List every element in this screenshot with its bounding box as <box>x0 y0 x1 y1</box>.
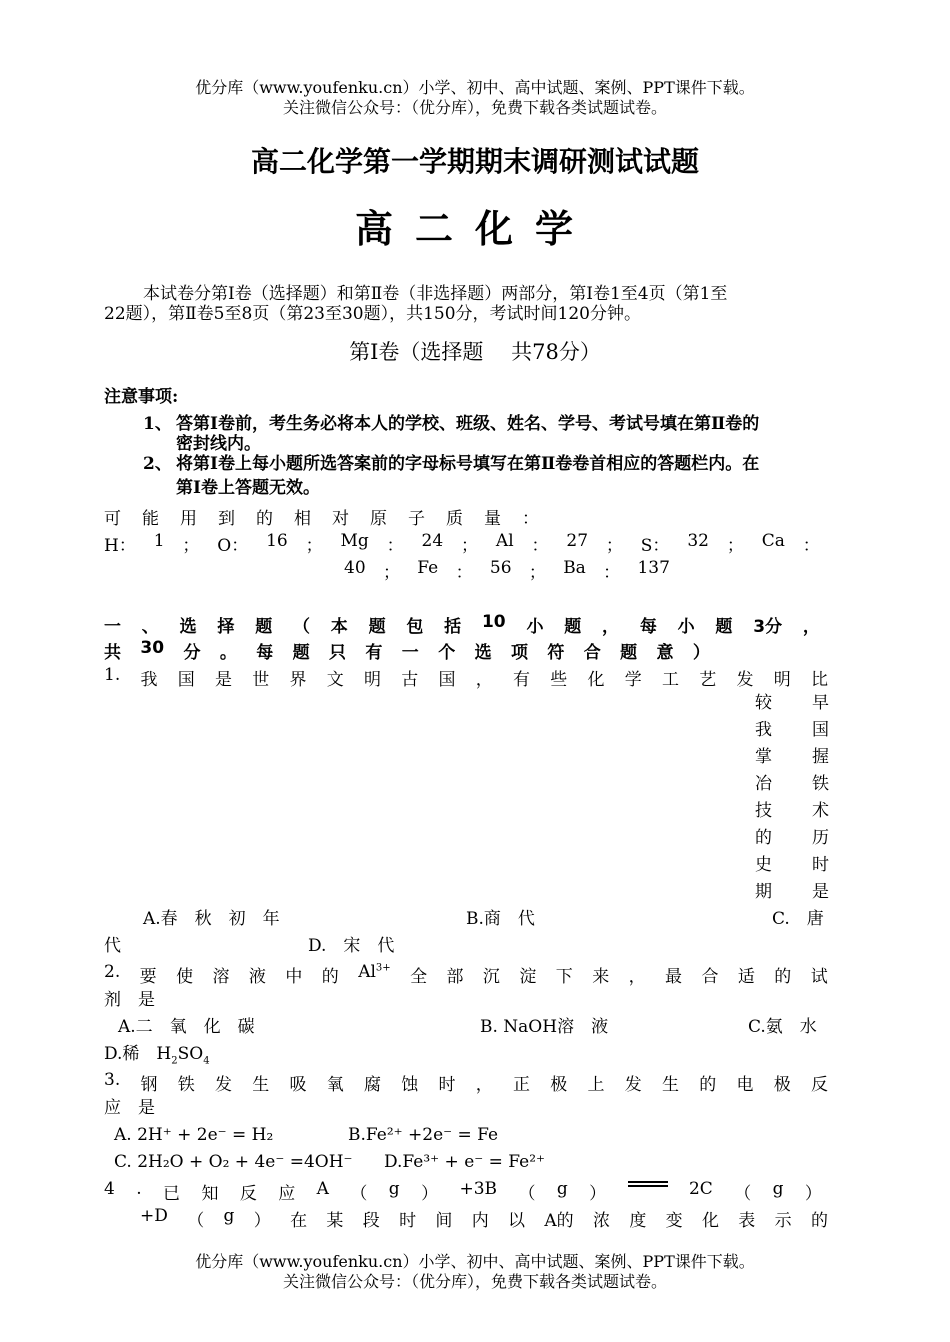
heading-token: 选 <box>474 643 492 663</box>
heading-token: 题 <box>255 617 273 637</box>
section-1-heading-line-2 <box>104 638 710 663</box>
footer-line-2: 关注微信公众号：（优分库），免费下载各类试题试卷。 <box>282 1272 667 1291</box>
q1-token: 工 <box>661 670 679 690</box>
atomic-mass-row-1 <box>104 531 820 556</box>
q1-option-a: A.春 秋 初 年 <box>143 909 280 929</box>
q1-column-row <box>755 798 829 825</box>
heading-token: 3分 <box>753 617 783 637</box>
q2-al-symbol: Al <box>358 962 376 982</box>
q1-column-row <box>755 825 829 852</box>
q2-token: 的 <box>774 967 792 987</box>
q1-token: 国 <box>438 670 456 690</box>
mass-token: 40 <box>344 558 366 578</box>
notice-heading: 注意事项: <box>104 387 179 407</box>
heading-token: 。 <box>219 643 237 663</box>
header-line-2: 关注微信公众号：（优分库），免费下载各类试题试卷。 <box>282 98 667 117</box>
exam-title: 高二化学第一学期期末调研测试试题 <box>250 145 699 178</box>
q2-token: 全 <box>410 967 428 987</box>
q1-col-char: 掌 <box>755 747 772 767</box>
heading-token: 只 <box>329 643 347 663</box>
notice-item-1-line-2: 密封线内。 <box>176 434 261 454</box>
q2-al-charge: 3+ <box>375 962 391 974</box>
q1-col-char: 技 <box>755 801 772 821</box>
q2-token: 2. <box>104 962 121 982</box>
q3-option-b: B.Fe²⁺ +2e⁻ = Fe <box>348 1125 499 1145</box>
atomic-mass-label-text: 可能用到的相对原子质量： <box>104 509 560 529</box>
q4-token: ） <box>804 1184 822 1204</box>
notice-item-2-number: 2、 <box>143 454 172 474</box>
question-2-stem <box>104 962 828 987</box>
q4-token: +D <box>140 1206 168 1226</box>
q4-token: g <box>388 1179 400 1199</box>
q1-option-d: D. 宋 代 <box>308 936 395 956</box>
heading-token: 一 <box>401 643 419 663</box>
q1-token: 学 <box>624 670 642 690</box>
mass-token: 137 <box>637 558 670 578</box>
q2-option-d-mid: SO <box>177 1044 204 1064</box>
q4-token: 应 <box>278 1184 296 1204</box>
q3-token: 3. <box>104 1070 121 1090</box>
mass-token: 24 <box>421 531 444 551</box>
q1-column-row <box>755 744 829 771</box>
subject-title: 高二化学 <box>354 206 595 251</box>
question-4-stem-line-2 <box>140 1206 828 1231</box>
notice-item-2-line-2: 第Ⅰ卷上答题无效。 <box>176 478 320 498</box>
q1-col-char: 早 <box>812 693 829 713</box>
q3-token: 时 <box>438 1075 456 1095</box>
q3-option-d: D.Fe³⁺ + e⁻ = Fe²⁺ <box>384 1152 545 1172</box>
q2-aluminium-ion <box>358 962 390 987</box>
q4-token: ） <box>421 1184 439 1204</box>
q2-token: 适 <box>737 967 755 987</box>
q1-token: 比 <box>810 670 828 690</box>
heading-token: ， <box>602 617 620 637</box>
q2-token: 来 <box>592 967 610 987</box>
q1-col-char: 冶 <box>755 774 772 794</box>
q1-token: 界 <box>289 670 307 690</box>
q1-token: ， <box>475 670 493 690</box>
heading-token: ） <box>692 643 710 663</box>
section-1-heading-line-1 <box>104 612 820 637</box>
q2-token: 试 <box>810 967 828 987</box>
heading-token: 10 <box>481 612 506 632</box>
mass-token: ； <box>726 536 744 556</box>
part1-heading: 第Ⅰ卷（选择题 共78分） <box>349 340 601 364</box>
heading-token: 合 <box>583 643 601 663</box>
mass-token: 27 <box>566 531 589 551</box>
mass-token: Mg <box>340 531 369 551</box>
heading-token: 题 <box>620 643 638 663</box>
mass-token: H： <box>104 536 136 556</box>
mass-token: ； <box>528 563 546 583</box>
q4-token: 变 <box>665 1211 683 1231</box>
mass-token: O： <box>217 536 249 556</box>
heading-token: 括 <box>444 617 462 637</box>
q3-token: 氧 <box>326 1075 344 1095</box>
q3-token: 电 <box>736 1075 754 1095</box>
q4-token: 化 <box>701 1211 719 1231</box>
q2-option-b: B. NaOH溶 液 <box>480 1017 609 1037</box>
q3-token: 上 <box>587 1075 605 1095</box>
q4-token: g <box>223 1206 235 1226</box>
question-1-stem <box>104 665 828 690</box>
q4-token: 的 <box>810 1211 828 1231</box>
q1-col-char: 较 <box>755 693 772 713</box>
q4-token: g <box>556 1179 568 1199</box>
mass-token: Ba <box>563 558 586 578</box>
q1-col-char: 期 <box>755 882 772 902</box>
q1-option-b: B.商 代 <box>466 909 535 929</box>
q1-option-c: C. 唐 <box>772 909 824 929</box>
heading-token: （ <box>292 617 310 637</box>
q2-option-d-sub-2: 4 <box>203 1055 210 1067</box>
q2-option-d-pre: D.稀 H <box>104 1044 172 1064</box>
q2-option-d-sub-1: 2 <box>171 1055 178 1067</box>
q1-token: 艺 <box>699 670 717 690</box>
q1-column-row <box>755 852 829 879</box>
q3-token: 腐 <box>363 1075 381 1095</box>
equilibrium-arrow-icon <box>628 1179 668 1189</box>
q4-token: （ <box>350 1184 368 1204</box>
q1-col-char: 国 <box>812 720 829 740</box>
mass-token: 32 <box>687 531 709 551</box>
heading-token: 30 <box>140 638 165 658</box>
q2-token: 部 <box>446 967 464 987</box>
q1-token: 明 <box>363 670 381 690</box>
q2-option-c: C.氨 水 <box>748 1017 817 1037</box>
q4-token: 已 <box>163 1184 181 1204</box>
q2-token: 要 <box>139 967 157 987</box>
q2-token: ， <box>628 967 646 987</box>
q4-token: A的 <box>544 1211 574 1231</box>
question-4-stem-line-1 <box>104 1179 822 1204</box>
q4-token: 反 <box>239 1184 257 1204</box>
heading-token: 个 <box>438 643 456 663</box>
q4-token: ） <box>253 1211 271 1231</box>
q3-token: 发 <box>624 1075 642 1095</box>
heading-token: 小 <box>677 617 695 637</box>
q2-token: 最 <box>665 967 683 987</box>
q2-token: 溶 <box>212 967 230 987</box>
q3-token: 发 <box>214 1075 232 1095</box>
intro-line-2: 22题），第Ⅱ卷5至8页（第23至30题），共150分，考试时间120分钟。 <box>104 304 641 324</box>
q4-token: 间 <box>435 1211 453 1231</box>
heading-token: 选 <box>179 617 197 637</box>
q4-token: 某 <box>326 1211 344 1231</box>
q1-col-char: 术 <box>812 801 829 821</box>
atomic-mass-label <box>104 504 560 529</box>
q1-col-char: 握 <box>812 747 829 767</box>
q2-token: 淀 <box>519 967 537 987</box>
notice-item-1-line-1: 答第Ⅰ卷前，考生务必将本人的学校、班级、姓名、学号、考试号填在第Ⅱ卷的 <box>176 414 760 434</box>
q2-token: 液 <box>248 967 266 987</box>
q4-token: +3B <box>459 1179 498 1199</box>
q1-col-char: 我 <box>755 720 772 740</box>
q1-column-row <box>755 717 829 744</box>
footer-line-1: 优分库（www.youfenku.cn）小学、初中、高中试题、案例、PPT课件下载。 <box>195 1252 755 1271</box>
q1-token: 化 <box>587 670 605 690</box>
q1-col-char: 的 <box>755 828 772 848</box>
q4-token: 度 <box>629 1211 647 1231</box>
q3-token: 的 <box>699 1075 717 1095</box>
q2-option-d <box>104 1043 210 1065</box>
q4-token: （ <box>518 1184 536 1204</box>
mass-token: ； <box>461 536 479 556</box>
atomic-mass-row-2 <box>344 558 670 583</box>
mass-token: ： <box>802 536 820 556</box>
q4-token: 在 <box>290 1211 308 1231</box>
q1-token: 些 <box>550 670 568 690</box>
heading-token: 择 <box>217 617 235 637</box>
heading-token: 题 <box>715 617 733 637</box>
q4-token: 时 <box>399 1211 417 1231</box>
heading-token: 本 <box>330 617 348 637</box>
q2-stem-line-2: 剂 是 <box>104 990 155 1010</box>
q1-token: 我 <box>140 670 158 690</box>
q3-token: 极 <box>550 1075 568 1095</box>
q3-token: 钢 <box>140 1075 158 1095</box>
q1-token: 有 <box>512 670 530 690</box>
heading-token: 共 <box>104 643 121 663</box>
q3-token: 蚀 <box>401 1075 419 1095</box>
q1-token: 世 <box>252 670 270 690</box>
heading-token: 每 <box>256 643 274 663</box>
q1-token: 国 <box>177 670 195 690</box>
heading-token: 题 <box>292 643 310 663</box>
mass-token: ： <box>531 536 549 556</box>
q3-token: 生 <box>661 1075 679 1095</box>
header-line-1: 优分库（www.youfenku.cn）小学、初中、高中试题、案例、PPT课件下载。 <box>195 78 755 97</box>
q1-token: 明 <box>773 670 791 690</box>
q4-token: ） <box>589 1184 607 1204</box>
q1-token: 是 <box>214 670 232 690</box>
question-3-stem <box>104 1070 828 1095</box>
q2-option-a: A.二 氧 化 碳 <box>118 1017 255 1037</box>
q1-column-row <box>755 690 829 717</box>
q1-col-char: 史 <box>755 855 772 875</box>
q4-token: . <box>136 1179 142 1199</box>
q4-token: 段 <box>362 1211 380 1231</box>
q3-option-c: C. 2H₂O + O₂ + 4e⁻ =4OH⁻ <box>114 1152 353 1172</box>
q2-token: 的 <box>321 967 339 987</box>
mass-token: Al <box>495 531 514 551</box>
q4-token: 表 <box>738 1211 756 1231</box>
heading-token: 小 <box>526 617 544 637</box>
mass-token: S： <box>640 536 670 556</box>
question-1-wrapped-column <box>755 690 829 906</box>
q3-token: 反 <box>810 1075 828 1095</box>
q1-option-c-continued: 代 <box>104 936 121 956</box>
q1-token: 古 <box>401 670 419 690</box>
q3-token: 正 <box>512 1075 530 1095</box>
mass-token: ： <box>386 536 404 556</box>
q4-token: （ <box>187 1211 205 1231</box>
mass-token: Fe <box>417 558 439 578</box>
q1-token: 发 <box>736 670 754 690</box>
mass-token: ： <box>603 563 621 583</box>
q1-col-char: 历 <box>812 828 829 848</box>
q4-token: 浓 <box>592 1211 610 1231</box>
notice-item-1-number: 1、 <box>143 414 172 434</box>
heading-token: 包 <box>406 617 424 637</box>
q2-token: 使 <box>176 967 194 987</box>
q4-token: （ <box>734 1184 752 1204</box>
mass-token: ： <box>455 563 473 583</box>
notice-item-2-line-1: 将第Ⅰ卷上每小题所选答案前的字母标号填写在第Ⅱ卷卷首相应的答题栏内。在 <box>176 454 760 474</box>
q1-col-char: 是 <box>812 882 829 902</box>
q4-token: 内 <box>471 1211 489 1231</box>
q3-token: 生 <box>252 1075 270 1095</box>
q3-token: 吸 <box>289 1075 307 1095</box>
q3-token: 极 <box>773 1075 791 1095</box>
heading-token: ， <box>802 617 820 637</box>
heading-token: 、 <box>141 617 159 637</box>
heading-token: 每 <box>639 617 657 637</box>
mass-token: ； <box>182 536 200 556</box>
mass-token: ； <box>382 563 400 583</box>
heading-token: 项 <box>510 643 528 663</box>
q3-option-a: A. 2H⁺ + 2e⁻ = H₂ <box>114 1125 274 1145</box>
heading-token: 分 <box>183 643 201 663</box>
mass-token: 1 <box>153 531 165 551</box>
q4-token: 以 <box>508 1211 526 1231</box>
heading-token: 题 <box>564 617 582 637</box>
mass-token: 16 <box>266 531 288 551</box>
q1-token: 文 <box>326 670 344 690</box>
mass-token: ； <box>605 536 623 556</box>
q1-col-char: 铁 <box>812 774 829 794</box>
q2-token: 中 <box>285 967 303 987</box>
mass-token: 56 <box>489 558 512 578</box>
intro-line-1: 本试卷分第Ⅰ卷（选择题）和第Ⅱ卷（非选择题）两部分，第Ⅰ卷1至4页（第1至 <box>143 284 728 304</box>
heading-token: 有 <box>365 643 383 663</box>
mass-token: Ca <box>761 531 785 551</box>
q3-token: 铁 <box>177 1075 195 1095</box>
q1-column-row <box>755 879 829 906</box>
heading-token: 题 <box>368 617 386 637</box>
q4-token: 2C <box>688 1179 713 1199</box>
heading-token: 意 <box>656 643 674 663</box>
q2-token: 沉 <box>482 967 500 987</box>
q4-token: 知 <box>201 1184 219 1204</box>
mass-token: ； <box>305 536 323 556</box>
q4-token: 4 <box>104 1179 115 1199</box>
q1-token: 1. <box>104 665 121 685</box>
q3-token: ， <box>475 1075 493 1095</box>
q4-token: 示 <box>774 1211 792 1231</box>
heading-token: 符 <box>547 643 565 663</box>
q1-column-row <box>755 771 829 798</box>
q3-stem-line-2: 应 是 <box>104 1098 155 1118</box>
q4-token: g <box>772 1179 784 1199</box>
q4-token: A <box>316 1179 329 1199</box>
q2-token: 下 <box>555 967 573 987</box>
q1-col-char: 时 <box>812 855 829 875</box>
heading-token: 一 <box>104 617 121 637</box>
q2-token: 合 <box>701 967 719 987</box>
